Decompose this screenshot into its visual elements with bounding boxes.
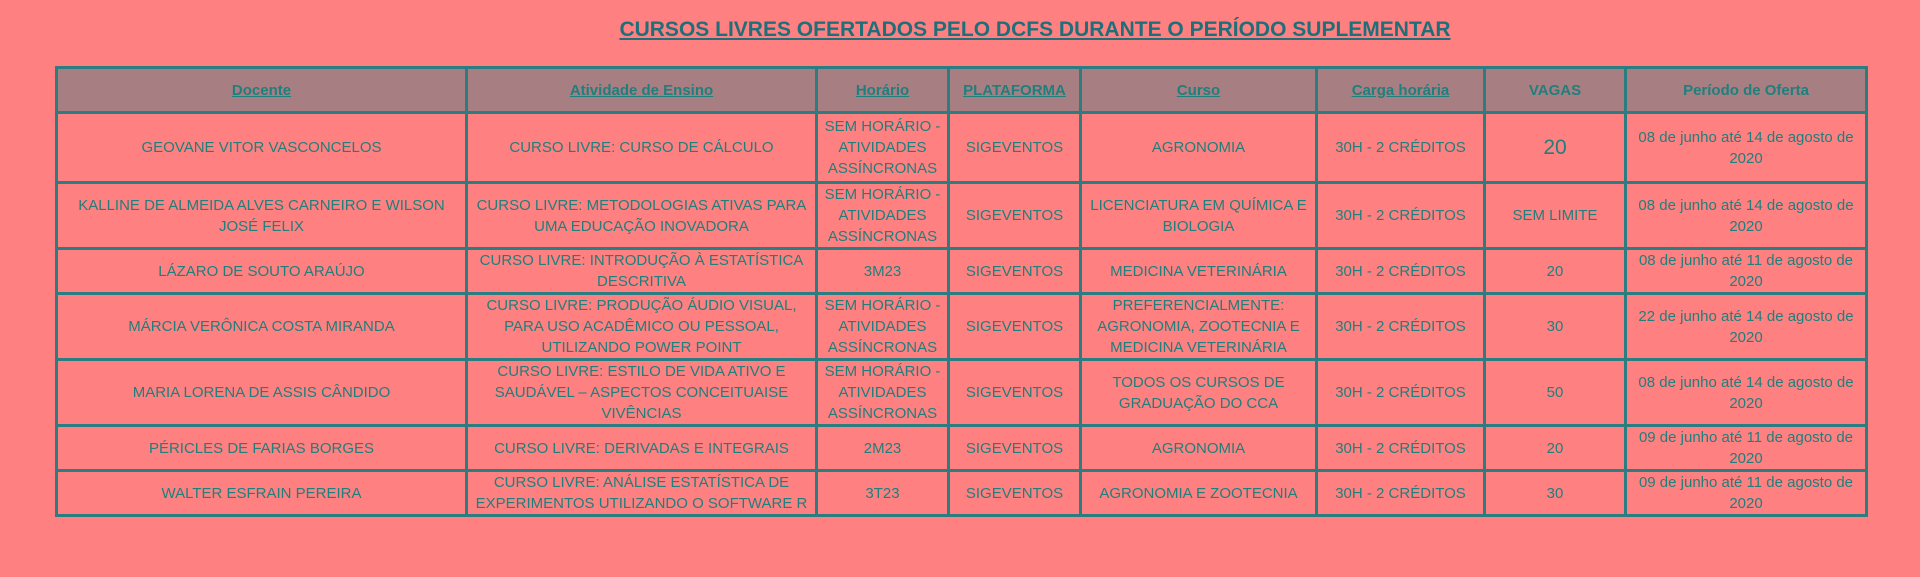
cell-vagas: SEM LIMITE — [1485, 183, 1626, 249]
cell-horario: SEM HORÁRIO - ATIVIDADES ASSÍNCRONAS — [817, 113, 949, 183]
cell-atividade: CURSO LIVRE: ANÁLISE ESTATÍSTICA DE EXPERIMENTOS UTILIZANDO O SOFTWARE R — [467, 471, 817, 516]
cell-vagas: 20 — [1485, 113, 1626, 183]
cell-docente: MÁRCIA VERÔNICA COSTA MIRANDA — [57, 294, 467, 360]
cell-atividade: CURSO LIVRE: INTRODUÇÃO À ESTATÍSTICA DESCRITIVA — [467, 249, 817, 294]
cell-carga: 30H - 2 CRÉDITOS — [1317, 294, 1485, 360]
cell-horario: SEM HORÁRIO - ATIVIDADES ASSÍNCRONAS — [817, 183, 949, 249]
cell-plataforma: SIGEVENTOS — [949, 426, 1081, 471]
table-row — [57, 471, 1867, 516]
cell-docente: WALTER ESFRAIN PEREIRA — [57, 471, 467, 516]
cell-horario: SEM HORÁRIO - ATIVIDADES ASSÍNCRONAS — [817, 360, 949, 426]
cell-periodo: 08 de junho até 14 de agosto de 2020 — [1626, 183, 1867, 249]
cell-docente: GEOVANE VITOR VASCONCELOS — [57, 113, 467, 183]
cell-plataforma: SIGEVENTOS — [949, 113, 1081, 183]
cell-periodo: 08 de junho até 14 de agosto de 2020 — [1626, 113, 1867, 183]
header-atividade: Atividade de Ensino — [467, 68, 817, 113]
table-row — [57, 360, 1867, 426]
cell-plataforma: SIGEVENTOS — [949, 249, 1081, 294]
cell-periodo: 09 de junho até 11 de agosto de 2020 — [1626, 471, 1867, 516]
cell-carga: 30H - 2 CRÉDITOS — [1317, 113, 1485, 183]
header-curso: Curso — [1081, 68, 1317, 113]
cell-horario: SEM HORÁRIO - ATIVIDADES ASSÍNCRONAS — [817, 294, 949, 360]
cell-docente: MARIA LORENA DE ASSIS CÂNDIDO — [57, 360, 467, 426]
cell-plataforma: SIGEVENTOS — [949, 360, 1081, 426]
cell-atividade: CURSO LIVRE: PRODUÇÃO ÁUDIO VISUAL, PARA USO ACADÊMICO OU PESSOAL, UTILIZANDO POWER POINT — [467, 294, 817, 360]
table-row — [57, 294, 1867, 360]
cell-vagas: 20 — [1485, 426, 1626, 471]
table-row — [57, 113, 1867, 183]
cell-periodo: 22 de junho até 14 de agosto de 2020 — [1626, 294, 1867, 360]
cell-carga: 30H - 2 CRÉDITOS — [1317, 360, 1485, 426]
cell-curso: MEDICINA VETERINÁRIA — [1081, 249, 1317, 294]
table-header-row — [57, 68, 1867, 113]
header-carga: Carga horária — [1317, 68, 1485, 113]
cell-docente: KALLINE DE ALMEIDA ALVES CARNEIRO E WILSON JOSÉ FELIX — [57, 183, 467, 249]
cell-atividade: CURSO LIVRE: DERIVADAS E INTEGRAIS — [467, 426, 817, 471]
header-docente: Docente — [57, 68, 467, 113]
cell-vagas: 20 — [1485, 249, 1626, 294]
table-row — [57, 183, 1867, 249]
cell-docente: PÉRICLES DE FARIAS BORGES — [57, 426, 467, 471]
cell-periodo: 09 de junho até 11 de agosto de 2020 — [1626, 426, 1867, 471]
header-horario: Horário — [817, 68, 949, 113]
header-vagas: VAGAS — [1485, 68, 1626, 113]
cell-periodo: 08 de junho até 14 de agosto de 2020 — [1626, 360, 1867, 426]
cell-vagas: 50 — [1485, 360, 1626, 426]
cell-horario: 2M23 — [817, 426, 949, 471]
header-periodo: Período de Oferta — [1626, 68, 1867, 113]
header-plataforma: PLATAFORMA — [949, 68, 1081, 113]
cell-curso: TODOS OS CURSOS DE GRADUAÇÃO DO CCA — [1081, 360, 1317, 426]
cell-carga: 30H - 2 CRÉDITOS — [1317, 249, 1485, 294]
cell-carga: 30H - 2 CRÉDITOS — [1317, 471, 1485, 516]
cell-horario: 3T23 — [817, 471, 949, 516]
cell-vagas: 30 — [1485, 471, 1626, 516]
cell-curso: LICENCIATURA EM QUÍMICA E BIOLOGIA — [1081, 183, 1317, 249]
cell-carga: 30H - 2 CRÉDITOS — [1317, 183, 1485, 249]
cell-carga: 30H - 2 CRÉDITOS — [1317, 426, 1485, 471]
cell-vagas: 30 — [1485, 294, 1626, 360]
cell-atividade: CURSO LIVRE: CURSO DE CÁLCULO — [467, 113, 817, 183]
cell-plataforma: SIGEVENTOS — [949, 183, 1081, 249]
table-row — [57, 426, 1867, 471]
cell-atividade: CURSO LIVRE: METODOLOGIAS ATIVAS PARA UMA EDUCAÇÃO INOVADORA — [467, 183, 817, 249]
cell-curso: AGRONOMIA E ZOOTECNIA — [1081, 471, 1317, 516]
cell-horario: 3M23 — [817, 249, 949, 294]
table-row — [57, 249, 1867, 294]
cell-curso: PREFERENCIALMENTE: AGRONOMIA, ZOOTECNIA E MEDICINA VETERINÁRIA — [1081, 294, 1317, 360]
cell-curso: AGRONOMIA — [1081, 426, 1317, 471]
courses-table — [55, 66, 1868, 517]
page-title: CURSOS LIVRES OFERTADOS PELO DCFS DURANTE O PERÍODO SUPLEMENTAR — [619, 18, 1451, 41]
cell-docente: LÁZARO DE SOUTO ARAÚJO — [57, 249, 467, 294]
cell-curso: AGRONOMIA — [1081, 113, 1317, 183]
cell-periodo: 08 de junho até 11 de agosto de 2020 — [1626, 249, 1867, 294]
cell-plataforma: SIGEVENTOS — [949, 471, 1081, 516]
cell-atividade: CURSO LIVRE: ESTILO DE VIDA ATIVO E SAUDÁVEL – ASPECTOS CONCEITUAISE VIVÊNCIAS — [467, 360, 817, 426]
cell-plataforma: SIGEVENTOS — [949, 294, 1081, 360]
